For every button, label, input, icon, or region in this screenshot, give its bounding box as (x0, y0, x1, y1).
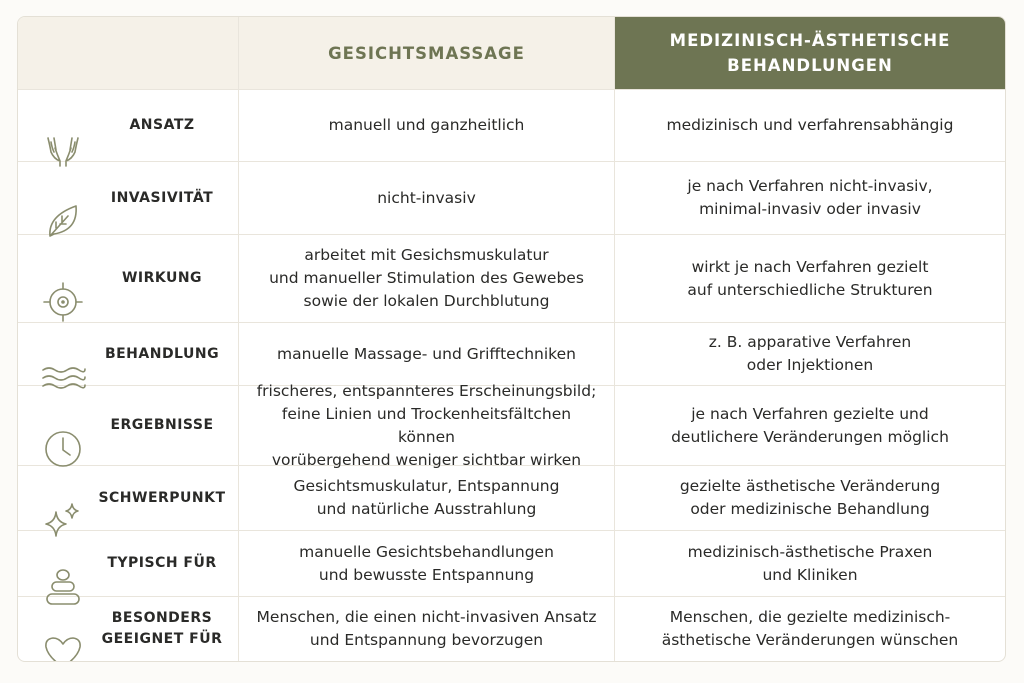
row-label-text: TYPISCH FÜR (107, 555, 217, 571)
cell-medizinisch: wirkt je nach Verfahren gezielt auf unterschiedliche Strukturen (615, 235, 1005, 323)
row-label-text: ANSATZ (129, 117, 195, 133)
sparkles-icon (40, 475, 86, 521)
cell-medizinisch: medizinisch-ästhetische Praxen und Kliniken (615, 531, 1005, 597)
header-gesichtsmassage: GESICHTSMASSAGE (239, 17, 615, 90)
row-label-invasivitaet (18, 162, 239, 235)
hands-icon (40, 103, 86, 149)
cell-gesichtsmassage: arbeitet mit Gesichsmuskulatur und manueller Stimulation des Gewebes sowie der lokalen Durchblutung (239, 235, 615, 323)
cell-medizinisch: Menschen, die gezielte medizinisch- ästhetische Veränderungen wünschen (661, 608, 959, 649)
row-label-ergebnisse (18, 386, 239, 466)
row-label-text: BESONDERS GEEIGNET FÜR (101, 610, 223, 647)
cell-gesichtsmassage: manuelle Gesichtsbehandlungen und bewusste Entspannung (239, 531, 615, 597)
cell-medizinisch: medizinisch und verfahrensabhängig (615, 90, 1005, 162)
cell-gesichtsmassage: Gesichtsmuskulatur, Entspannung und natürliche Ausstrahlung (239, 466, 615, 531)
row-label-wirkung (18, 235, 239, 323)
cell-medizinisch: je nach Verfahren gezielte und deutlichere Veränderungen möglich (615, 386, 1005, 466)
row-label-text: BEHANDLUNG (104, 345, 220, 362)
row-label-typisch-fuer (18, 531, 239, 597)
heart-icon (40, 606, 86, 652)
leaf-icon (40, 175, 86, 221)
waves-icon (40, 331, 86, 377)
stacked-stones-icon (40, 541, 86, 587)
comparison-table (17, 16, 1006, 662)
target-icon (40, 256, 86, 302)
cell-medizinisch: gezielte ästhetische Veränderung oder medizinische Behandlung (615, 466, 1005, 531)
row-label-text: WIRKUNG (121, 270, 203, 286)
cell-gesichtsmassage: Menschen, die einen nicht-invasiven Ansatz und Entspannung bevorzugen (239, 597, 615, 661)
header-medizinisch-aesthetisch: MEDIZINISCH-ÄSTHETISCHE BEHANDLUNGEN (615, 17, 1005, 90)
row-label-behandlung (18, 323, 239, 386)
cell-gesichtsmassage: manuelle Massage- und Grifftechniken (239, 323, 615, 386)
cell-gesichtsmassage: frischeres, entspannteres Erscheinungsbild; feine Linien und Trockenheitsfältchen können vorübergehend weniger sichtbar wirken (239, 386, 615, 466)
row-label-besonders-geeignet-fuer (18, 597, 239, 661)
cell-gesichtsmassage: nicht-invasiv (239, 162, 615, 235)
cell-medizinisch: z. B. apparative Verfahren oder Injektionen (615, 323, 1005, 386)
row-label-schwerpunkt (18, 466, 239, 531)
row-label-ansatz (18, 90, 239, 162)
row-label-text: SCHWERPUNKT (98, 489, 226, 506)
header-empty-cell (18, 17, 239, 90)
row-label-text: ERGEBNISSE (110, 417, 214, 433)
clock-icon (40, 403, 86, 449)
cell-medizinisch: je nach Verfahren nicht-invasiv, minimal-invasiv oder invasiv (615, 162, 1005, 235)
cell-gesichtsmassage: manuell und ganzheitlich (239, 90, 615, 162)
row-label-text: INVASIVITÄT (110, 189, 214, 206)
